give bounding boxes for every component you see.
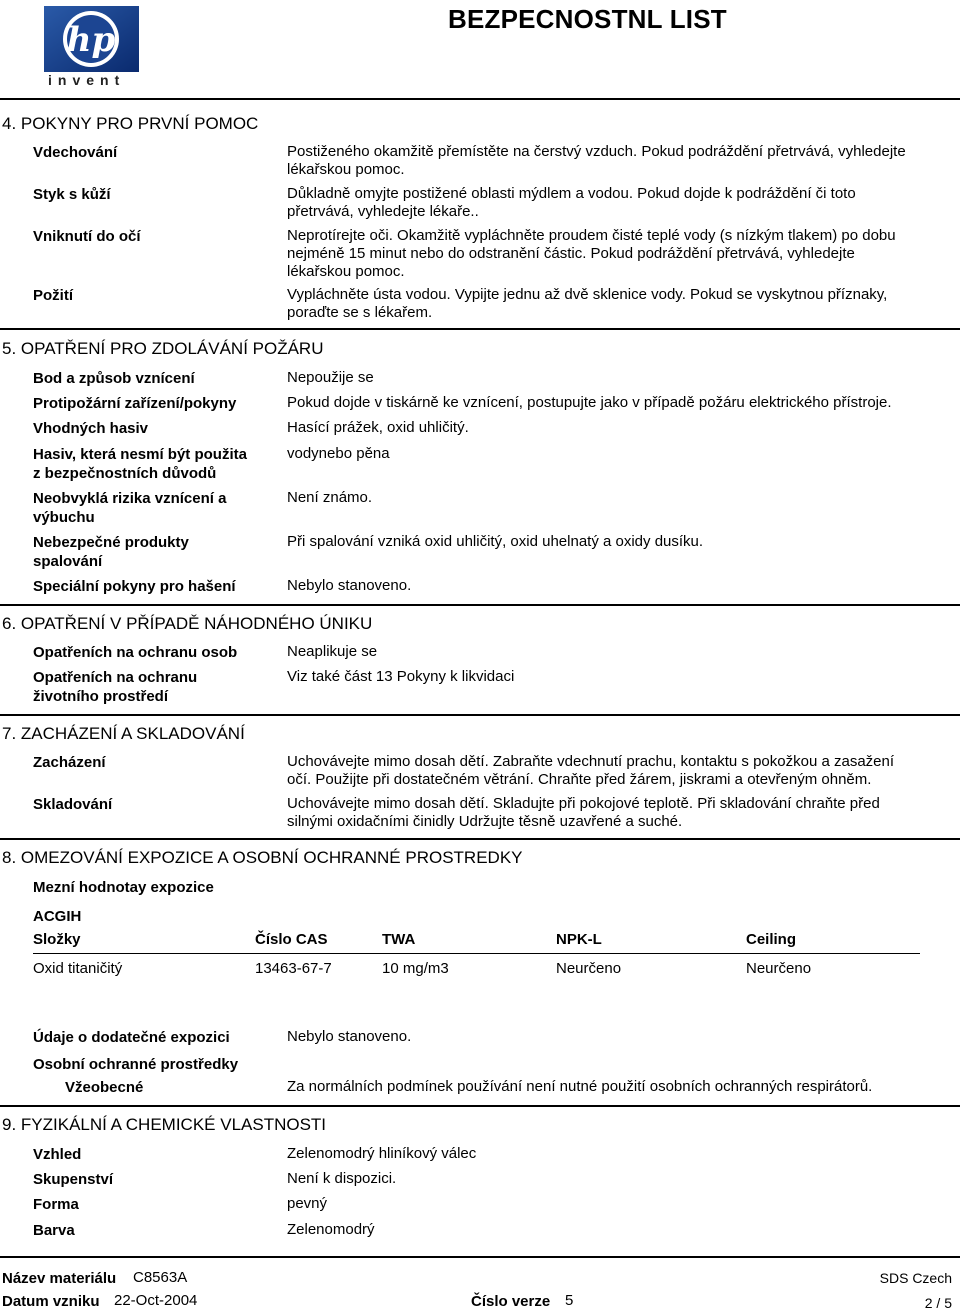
field-value: vodynebo pěna bbox=[287, 445, 390, 462]
version-value: 5 bbox=[565, 1292, 574, 1309]
field-label: Bod a způsob vznícení bbox=[33, 370, 195, 387]
field-value: Zelenomodrý hliníkový válec bbox=[287, 1145, 477, 1162]
page-number: 2 / 5 bbox=[924, 1295, 952, 1311]
field-label: Forma bbox=[33, 1196, 79, 1213]
table-cell: Neurčeno bbox=[746, 960, 812, 977]
field-label: Údaje o dodatečné expozici bbox=[33, 1029, 230, 1046]
sds-language: SDS Czech bbox=[879, 1270, 952, 1286]
field-value: Hasící prážek, oxid uhličitý. bbox=[287, 419, 469, 436]
logo-mark: hp bbox=[66, 20, 116, 60]
field-label: Speciální pokyny pro hašení bbox=[33, 578, 236, 595]
field-value: Nepoužije se bbox=[287, 369, 374, 386]
table-cell: Oxid titaničitý bbox=[33, 960, 123, 977]
exposure-limits-label: Mezní hodnotay expozice bbox=[33, 879, 214, 896]
acgih-label: ACGIH bbox=[33, 908, 82, 925]
section-divider bbox=[0, 1105, 960, 1107]
table-cell: Neurčeno bbox=[556, 960, 622, 977]
field-value: Není k dispozici. bbox=[287, 1170, 397, 1187]
table-header-components: Složky bbox=[33, 931, 81, 948]
field-label: Opatřeních na ochranu osob bbox=[33, 644, 238, 661]
hp-logo bbox=[44, 6, 139, 72]
footer-divider bbox=[0, 1256, 960, 1258]
field-label: Skupenství bbox=[33, 1171, 114, 1188]
field-label: Vžeobecné bbox=[65, 1079, 144, 1096]
section-4-heading: 4. POKYNY PRO PRVNÍ POMOC bbox=[2, 114, 259, 133]
field-value: Neprotírejte oči. Okamžitě vypláchněte proudem čisté teplé vody (s nízkým tlakem) po dobu nejméně 15 minut nebo do odstranění částic. Pokud podráždění přetrvává, vyhledejte lékařskou pomoc. bbox=[287, 227, 896, 280]
field-label: Hasiv, která nesmí být použita z bezpečnostních důvodů bbox=[33, 446, 247, 482]
section-9-heading: 9. FYZIKÁLNÍ A CHEMICKÉ VLASTNOSTI bbox=[2, 1115, 327, 1134]
issue-date-value: 22-Oct-2004 bbox=[114, 1292, 198, 1309]
table-cell: 13463-67-7 bbox=[255, 960, 332, 977]
field-value: pevný bbox=[287, 1195, 328, 1212]
field-value: Při spalování vzniká oxid uhličitý, oxid uhelnatý a oxidy dusíku. bbox=[287, 533, 704, 550]
table-header-ceiling: Ceiling bbox=[746, 931, 797, 948]
field-label: Vhodných hasiv bbox=[33, 420, 149, 437]
field-label: Styk s kůží bbox=[33, 186, 111, 203]
field-value: Vypláchněte ústa vodou. Vypijte jednu až dvě sklenice vody. Pokud se vyskytnou příznaky, poraďte se s lékařem. bbox=[287, 286, 888, 321]
field-label: Vniknutí do očí bbox=[33, 228, 141, 245]
field-value: Zelenomodrý bbox=[287, 1221, 375, 1238]
field-value: Za normálních podmínek používání není nutné použití osobních ochranných respirátorů. bbox=[287, 1078, 873, 1095]
document-title: BEZPECNOSTNL LIST bbox=[448, 4, 727, 34]
field-label: Vzhled bbox=[33, 1146, 82, 1163]
field-value: Nebylo stanoveno. bbox=[287, 1028, 412, 1045]
header-divider bbox=[0, 98, 960, 100]
version-label: Číslo verze bbox=[471, 1293, 551, 1310]
field-value: Neaplikuje se bbox=[287, 643, 378, 660]
issue-date-label: Datum vzniku bbox=[2, 1293, 100, 1310]
field-label: Požití bbox=[33, 287, 73, 304]
material-name-label: Název materiálu bbox=[2, 1270, 117, 1287]
section-5-heading: 5. OPATŘENÍ PRO ZDOLÁVÁNÍ POŽÁRU bbox=[2, 339, 324, 358]
field-value: Nebylo stanoveno. bbox=[287, 577, 412, 594]
section-8-heading: 8. OMEZOVÁNÍ EXPOZICE A OSOBNÍ OCHRANNÉ PROSTREDKY bbox=[2, 848, 523, 867]
field-value: Viz také část 13 Pokyny k likvidaci bbox=[287, 668, 515, 685]
section-7-heading: 7. ZACHÁZENÍ A SKLADOVÁNÍ bbox=[2, 724, 245, 743]
field-label: Opatřeních na ochranu životního prostředí bbox=[33, 669, 198, 705]
field-value: Uchovávejte mimo dosah dětí. Zabraňte vdechnutí prachu, kontaktu s pokožkou a zasažení očí. Použijte při dostatečném větrání. Chraňte před žárem, jiskrami a otevřeným ohněm. bbox=[287, 753, 895, 788]
field-value: Důkladně omyjte postižené oblasti mýdlem a vodou. Pokud dojde k podráždění či toto přetrvává, vyhledejte lékaře.. bbox=[287, 185, 856, 220]
table-header-rule bbox=[33, 953, 920, 954]
table-header-npkl: NPK-L bbox=[556, 931, 602, 948]
material-name-value: C8563A bbox=[133, 1269, 188, 1286]
section-6-heading: 6. OPATŘENÍ V PŘÍPADĚ NÁHODNÉHO ÚNIKU bbox=[2, 614, 373, 633]
logo-tagline: invent bbox=[48, 72, 126, 88]
table-header-twa: TWA bbox=[382, 931, 416, 948]
field-label: Nebezpečné produkty spalování bbox=[33, 534, 189, 570]
field-label: Skladování bbox=[33, 796, 113, 813]
table-header-cas: Číslo CAS bbox=[255, 931, 328, 948]
field-label: Vdechování bbox=[33, 144, 118, 161]
section-divider bbox=[0, 714, 960, 716]
field-label: Neobvyklá rizika vznícení a výbuchu bbox=[33, 490, 227, 526]
field-value: Uchovávejte mimo dosah dětí. Skladujte při pokojové teplotě. Při skladování chraňte před silnými oxidačními činidly Udržujte těsně uzavřené a suché. bbox=[287, 795, 880, 830]
field-value: Není známo. bbox=[287, 489, 373, 506]
section-divider bbox=[0, 838, 960, 840]
field-value: Postiženého okamžitě přemístěte na čerstvý vzduch. Pokud podráždění přetrvává, vyhledejte lékařskou pomoc. bbox=[287, 143, 906, 178]
field-label: Protipožární zařízení/pokyny bbox=[33, 395, 237, 412]
table-cell: 10 mg/m3 bbox=[382, 960, 449, 977]
field-label: Zacházení bbox=[33, 754, 106, 771]
ppe-label: Osobní ochranné prostředky bbox=[33, 1056, 239, 1073]
section-divider bbox=[0, 604, 960, 606]
section-divider bbox=[0, 328, 960, 330]
field-label: Barva bbox=[33, 1222, 75, 1239]
field-value: Pokud dojde v tiskárně ke vznícení, postupujte jako v případě požáru elektrického přístroje. bbox=[287, 394, 892, 411]
